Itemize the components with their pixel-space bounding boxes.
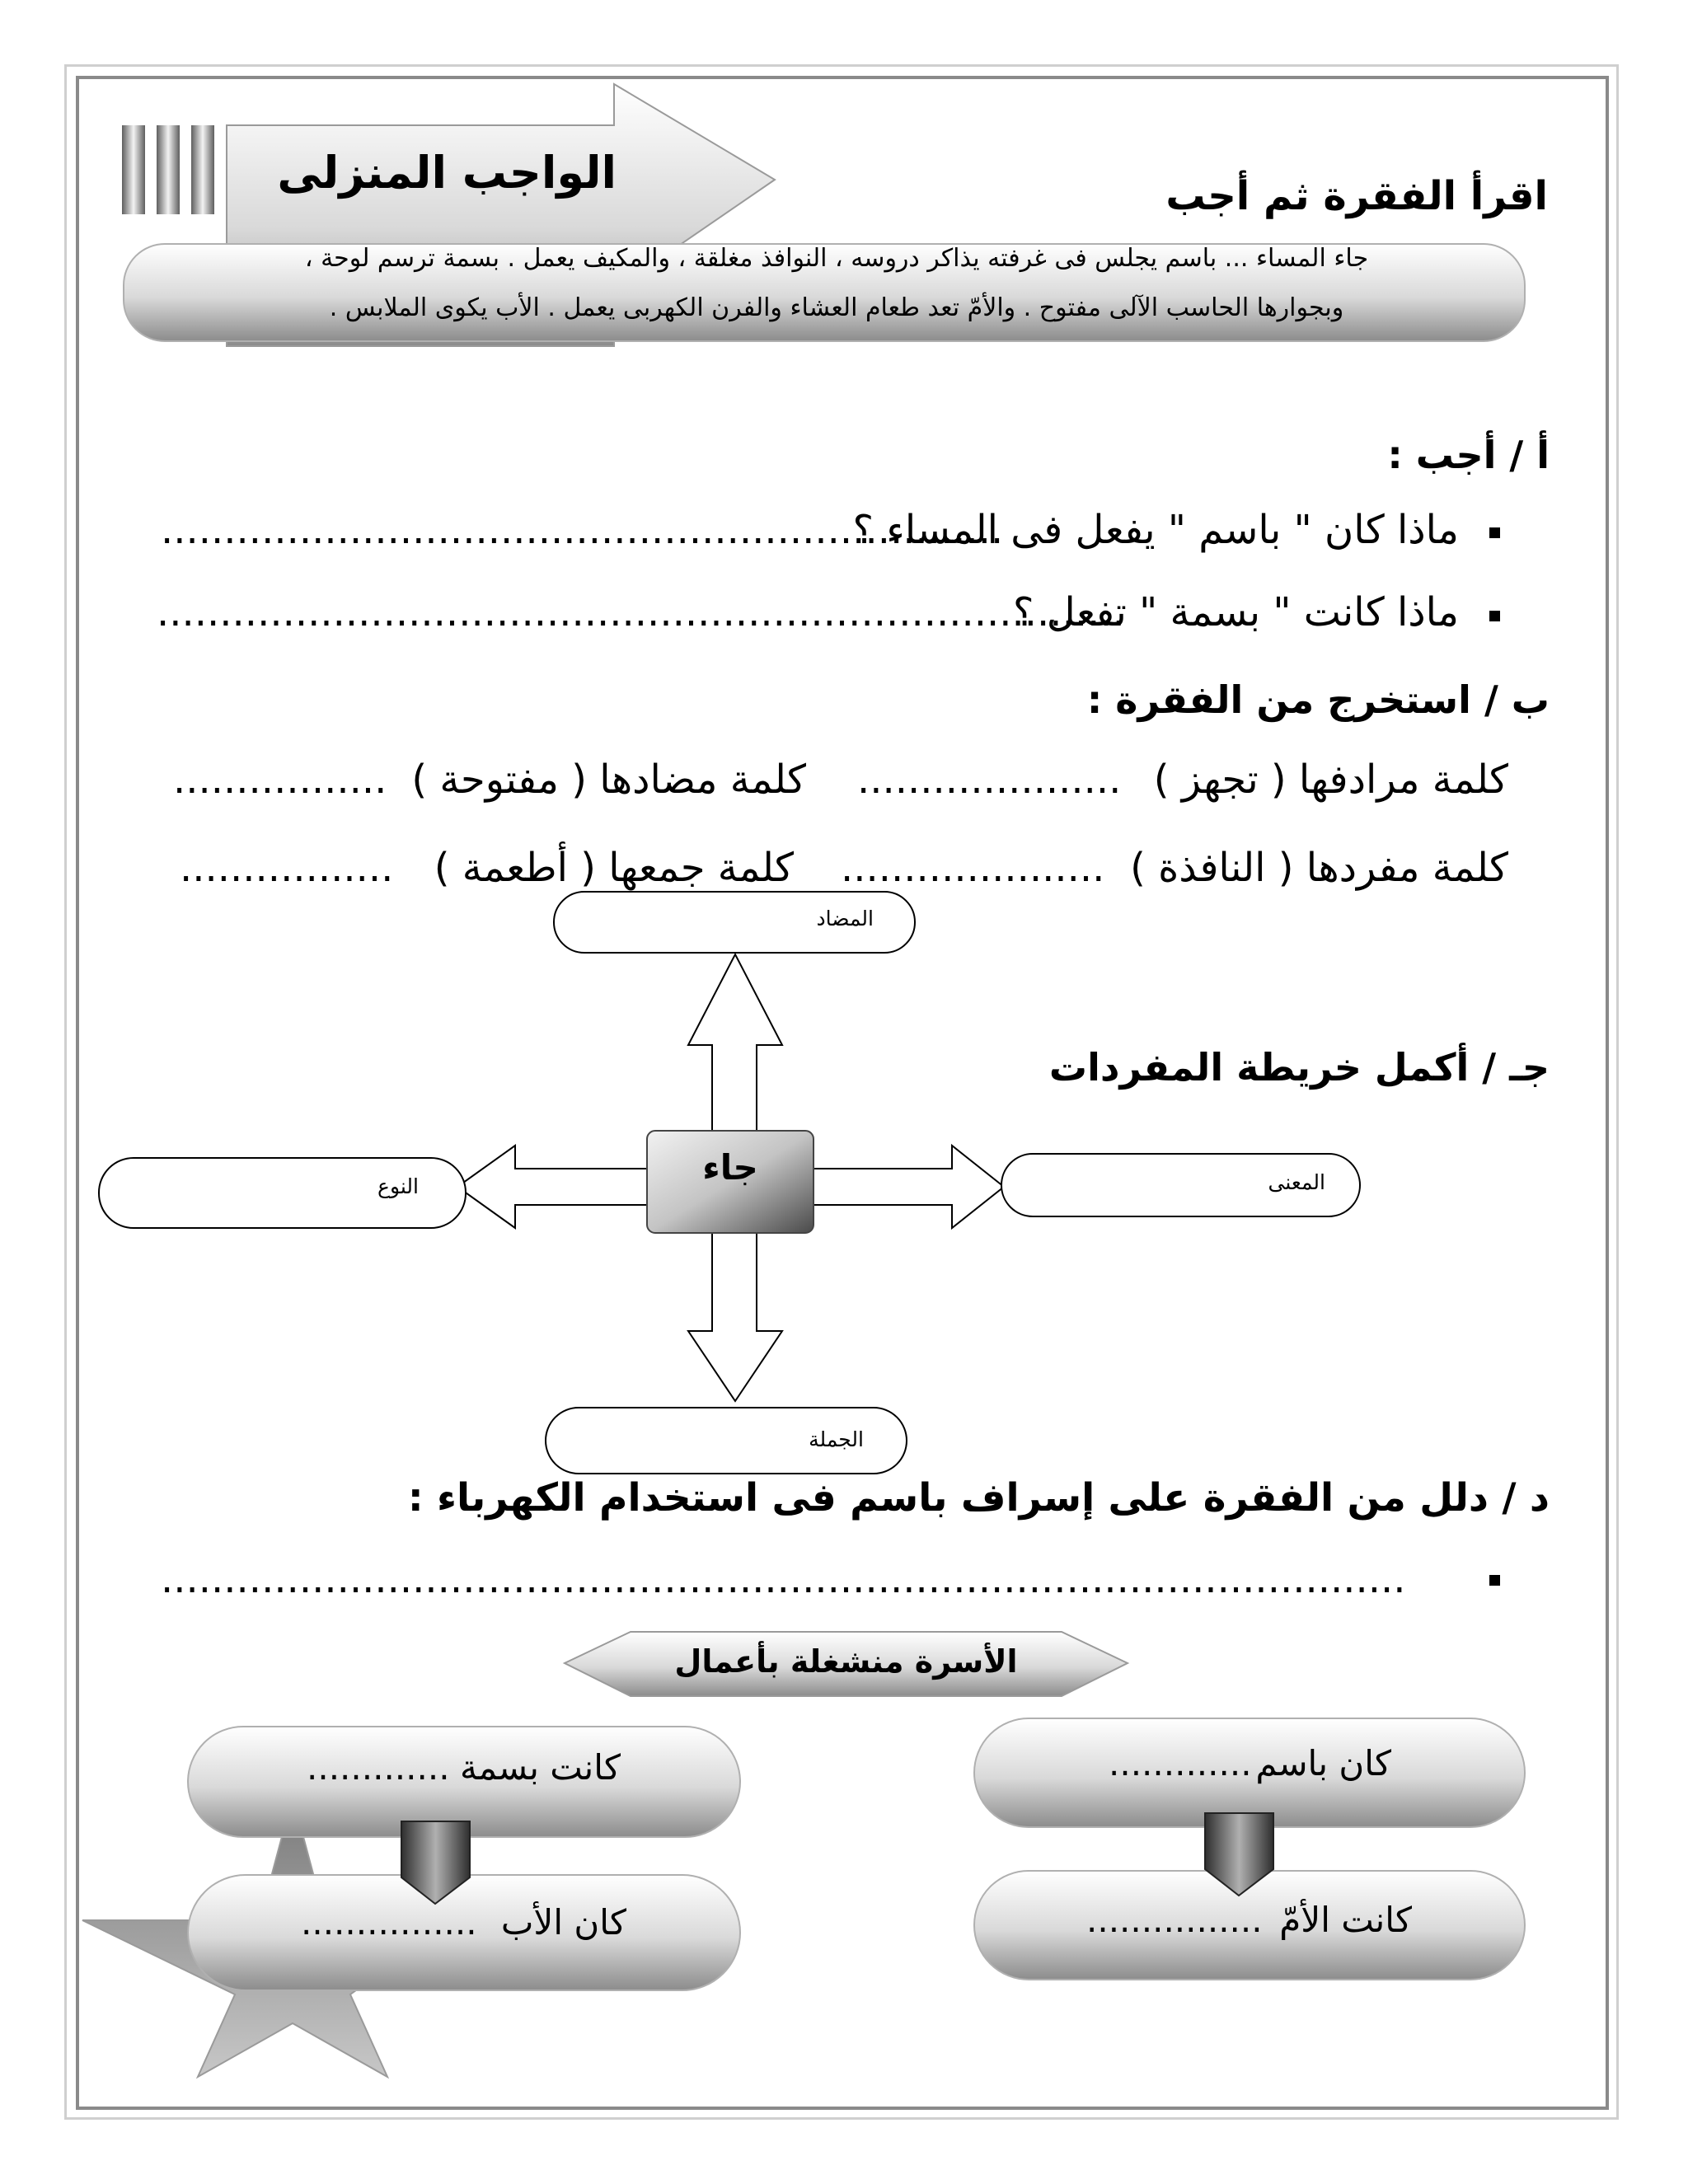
passage-line-1: جاء المساء ... باسم يجلس فى غرفته يذاكر دروسه ، النوافذ مغلقة ، والمكيف يعمل . بسمة ترسم لوحة ،	[304, 244, 1369, 273]
family-mother-answer[interactable]: ................	[1086, 1900, 1263, 1940]
synonym-prompt: كلمة مرادفها ( تجهز )	[1153, 757, 1508, 803]
question-2: ماذا كانت " بسمة " تفعل ؟	[1012, 589, 1459, 635]
passage-line-2: وبجوارها الحاسب الآلى مفتوح . والأمّ تعد طعام العشاء والفرن الكهربى يعمل . الأب يكوى الملابس .	[329, 293, 1344, 322]
section-d-answer[interactable]: ...................................................................................................	[161, 1556, 1406, 1602]
section-d-heading: د / دلل من الفقرة على إسراف باسم فى استخدام الكهرباء :	[407, 1475, 1550, 1521]
family-mother-label: كانت الأمّ	[1279, 1900, 1412, 1940]
vocab-center-word: جاء	[702, 1147, 758, 1188]
vocab-sentence-label: الجملة	[809, 1427, 864, 1451]
answer-line-1[interactable]: ...................................................................	[161, 507, 1004, 553]
singular-prompt: كلمة مفردها ( النافذة )	[1130, 845, 1508, 891]
vocab-type-label: النوع	[377, 1174, 419, 1198]
antonym-prompt: كلمة مضادها ( مفتوحة )	[411, 757, 806, 803]
family-banner-label: الأسرة منشغلة بأعمال	[674, 1643, 1018, 1680]
vocab-meaning-label: المعنى	[1268, 1170, 1325, 1194]
bullet-d	[1489, 1575, 1500, 1586]
question-1: ماذا كان " باسم " يفعل فى المساء ؟	[852, 507, 1459, 553]
section-a-heading: أ / أجب :	[1387, 433, 1550, 477]
plural-prompt: كلمة جمعها ( أطعمة )	[434, 845, 794, 891]
antonym-answer[interactable]: .................	[173, 757, 387, 803]
family-basim-answer[interactable]: .............	[1109, 1743, 1252, 1783]
answer-line-2[interactable]: .............................................................................	[157, 589, 1125, 635]
plural-answer[interactable]: .................	[180, 845, 394, 891]
family-basim-label: كان باسم	[1255, 1743, 1391, 1783]
vocab-opposite-label: المضاد	[816, 907, 874, 930]
bullet-q2	[1489, 611, 1500, 621]
section-b-heading: ب / استخرج من الفقرة :	[1086, 677, 1550, 722]
section-c-heading: جـ / أكمل خريطة المفردات	[1048, 1045, 1550, 1090]
instruction-heading: اقرأ الفقرة ثم أجب	[1165, 173, 1548, 219]
header-bars	[122, 125, 214, 214]
family-basma-answer[interactable]: .............	[307, 1747, 450, 1788]
family-basma-label: كانت بسمة	[459, 1747, 621, 1788]
synonym-answer[interactable]: .....................	[857, 757, 1122, 803]
family-father-label: كان الأب	[500, 1902, 626, 1943]
page-title: الواجب المنزلى	[277, 147, 617, 199]
singular-answer[interactable]: .....................	[841, 845, 1105, 891]
bullet-q1	[1489, 527, 1500, 538]
family-father-answer[interactable]: ................	[301, 1902, 477, 1943]
